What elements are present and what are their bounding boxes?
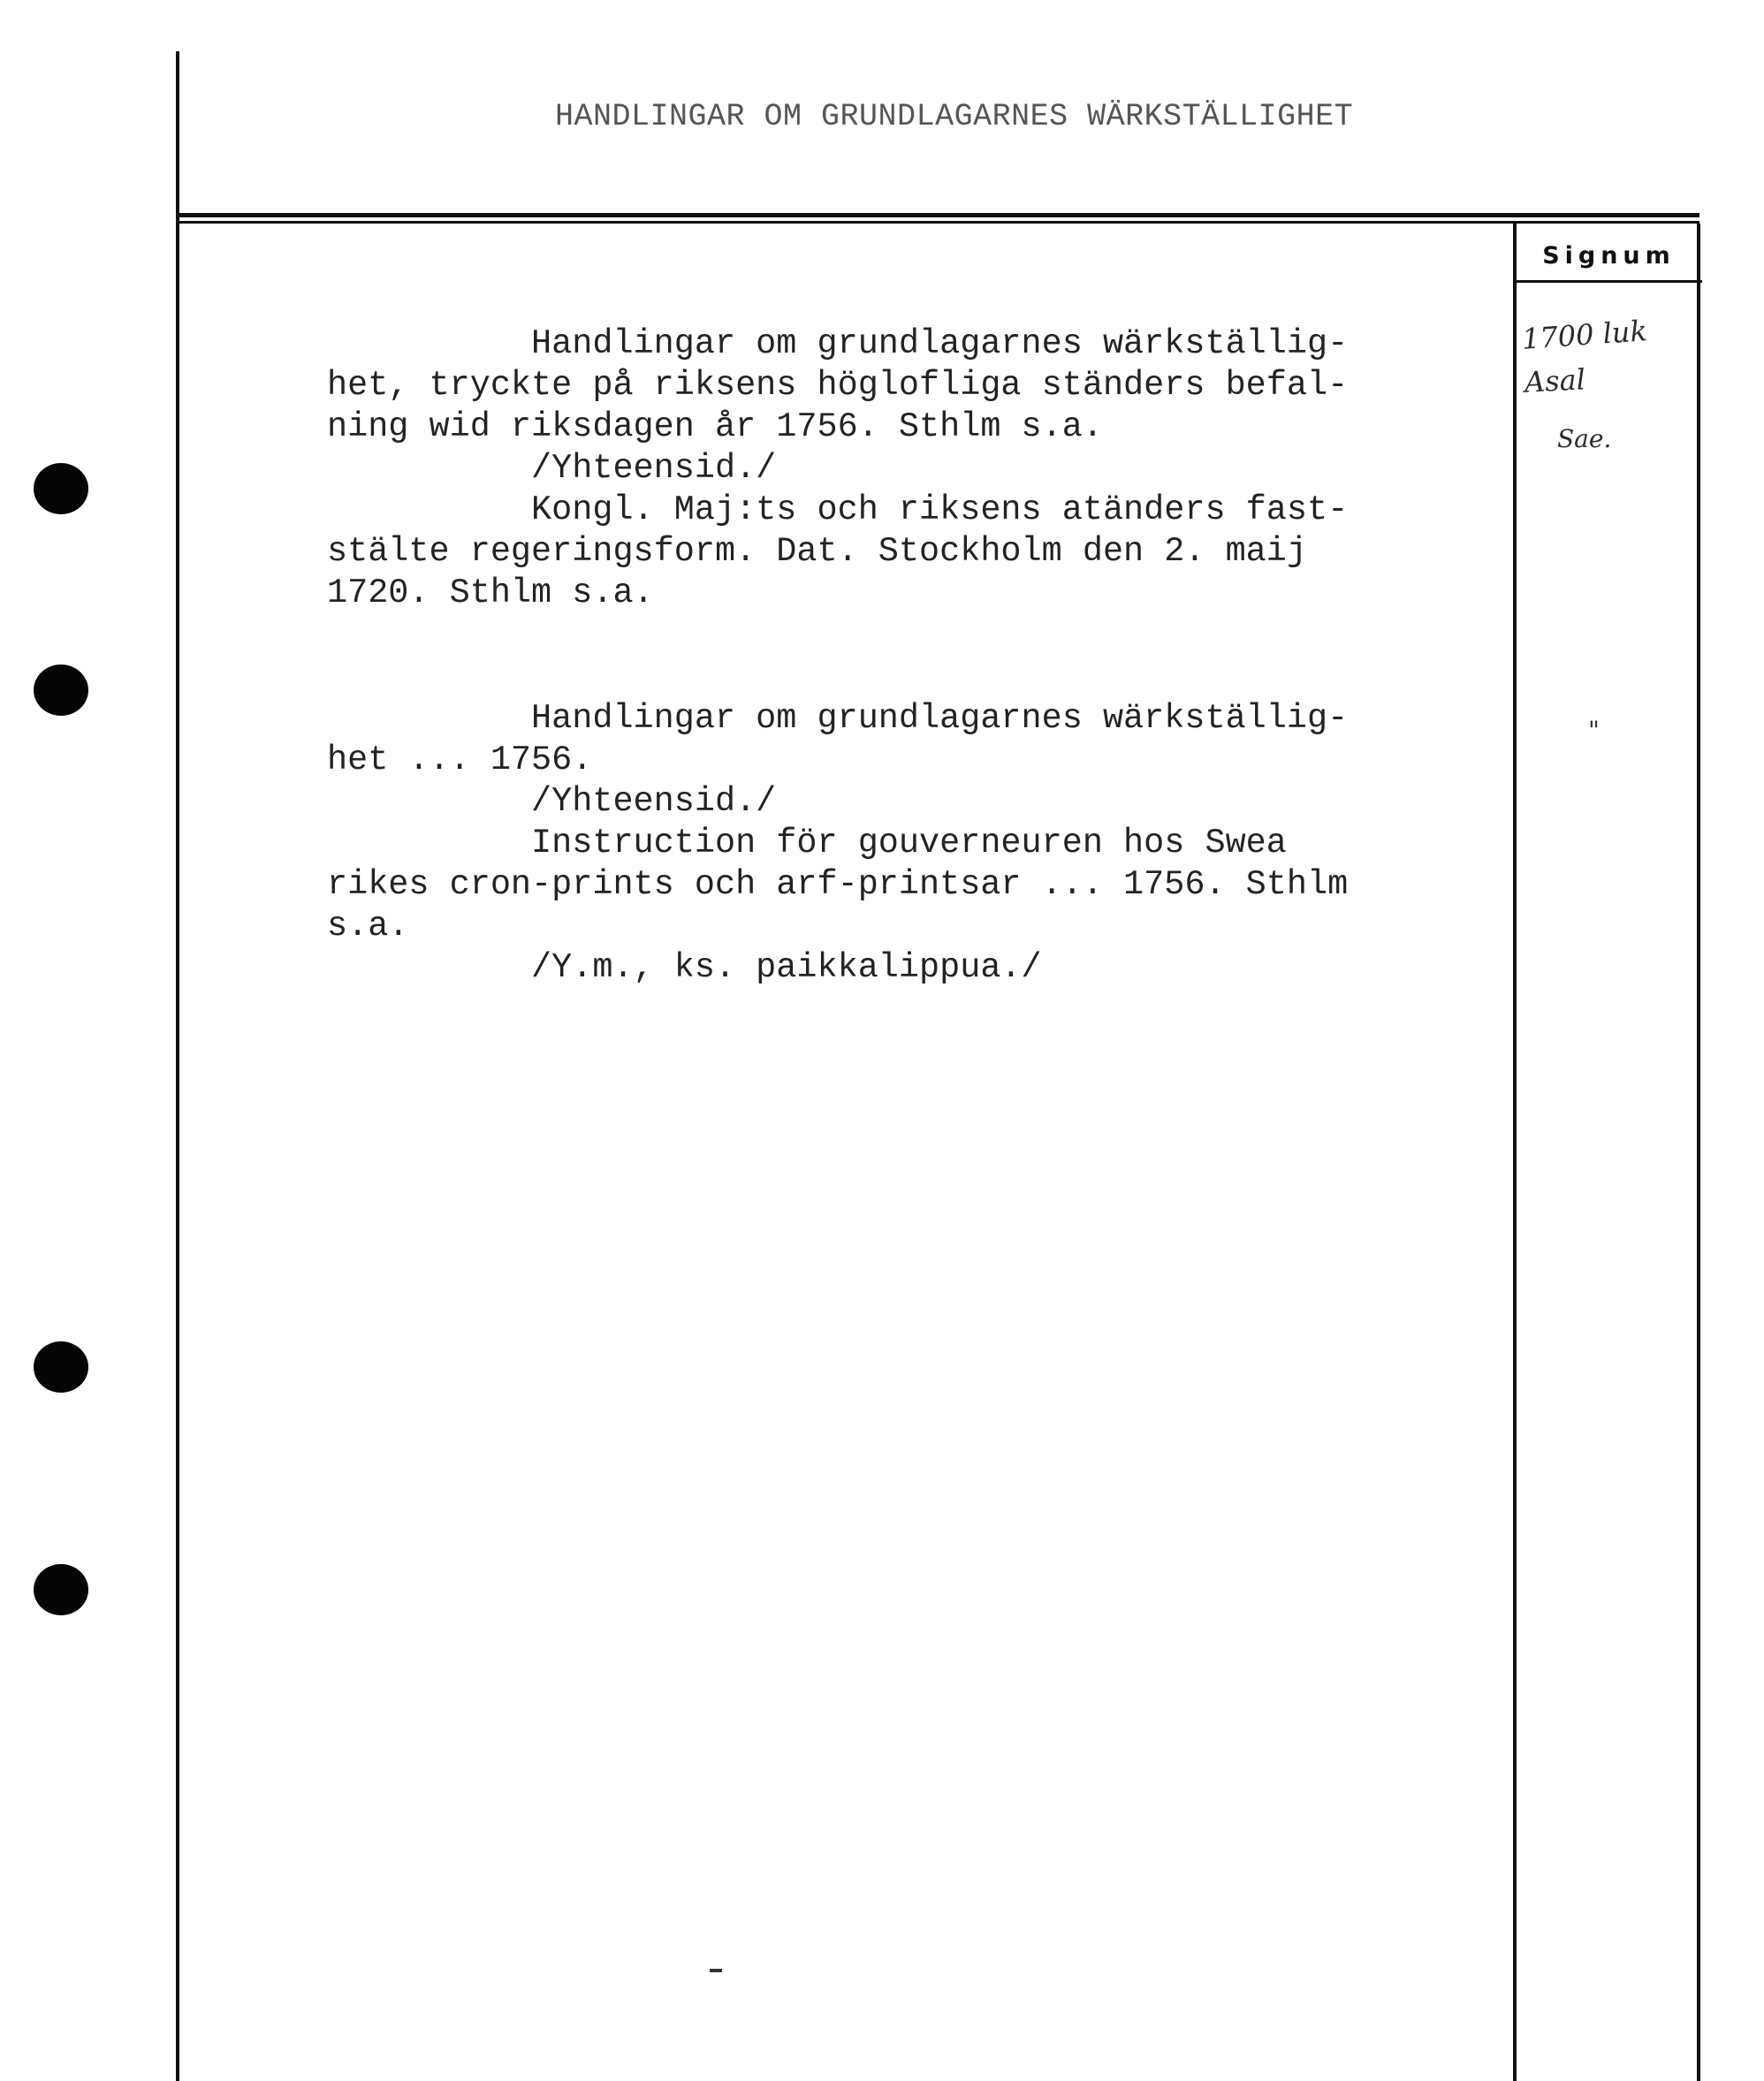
left-margin-line: [176, 51, 179, 2081]
punch-hole: [34, 1341, 88, 1393]
entry-line: stälte regeringsform. Dat. Stockholm den 2. maij: [327, 532, 1307, 571]
entry-line: rikes cron-prints och arf-printsar ... 1756. Sthlm: [327, 865, 1349, 904]
entry-line: Instruction för gouverneuren hos Swea: [327, 824, 1287, 862]
entry-line: Handlingar om grundlagarnes wärkställig-: [327, 699, 1349, 738]
signum-header: [1513, 231, 1702, 283]
header-rule-bottom: [179, 221, 1699, 224]
entry-line: s.a.: [327, 907, 409, 946]
catalog-entry: [327, 698, 1348, 989]
handwritten-signum-line: Asal: [1524, 362, 1586, 399]
entry-line: /Yhteensid./: [327, 782, 777, 821]
entry-line: 1720. Sthlm s.a.: [327, 573, 654, 612]
handwritten-signum-line: Sae.: [1557, 424, 1612, 453]
entry-line: /Yhteensid./: [327, 449, 777, 488]
punch-hole: [34, 665, 88, 716]
ink-speck: [710, 1969, 722, 1972]
handwritten-signum-line: 1700 luk: [1520, 314, 1648, 356]
signum-label: Signum: [1542, 241, 1676, 270]
punch-hole: [34, 463, 88, 514]
entry-line: het, tryckte på riksens höglofliga ständers befal-: [327, 366, 1349, 405]
entry-line: ning wid riksdagen år 1756. Sthlm s.a.: [327, 407, 1103, 446]
signum-column-line: [1513, 224, 1517, 2081]
header-rule-top: [179, 213, 1699, 217]
card-header-title: HANDLINGAR OM GRUNDLAGARNES WÄRKSTÄLLIGHET: [555, 99, 1354, 134]
right-border-line: [1697, 224, 1700, 2081]
entry-line: Handlingar om grundlagarnes wärkställig-: [327, 324, 1349, 363]
entry-line: /Y.m., ks. paikkalippua./: [327, 948, 1042, 987]
catalog-entry: [327, 323, 1348, 614]
entry-line: het ... 1756.: [327, 741, 593, 779]
entry-line: Kongl. Maj:ts och riksens atänders fast-: [327, 490, 1349, 529]
ditto-mark: ": [1588, 716, 1600, 745]
punch-hole: [34, 1564, 88, 1615]
